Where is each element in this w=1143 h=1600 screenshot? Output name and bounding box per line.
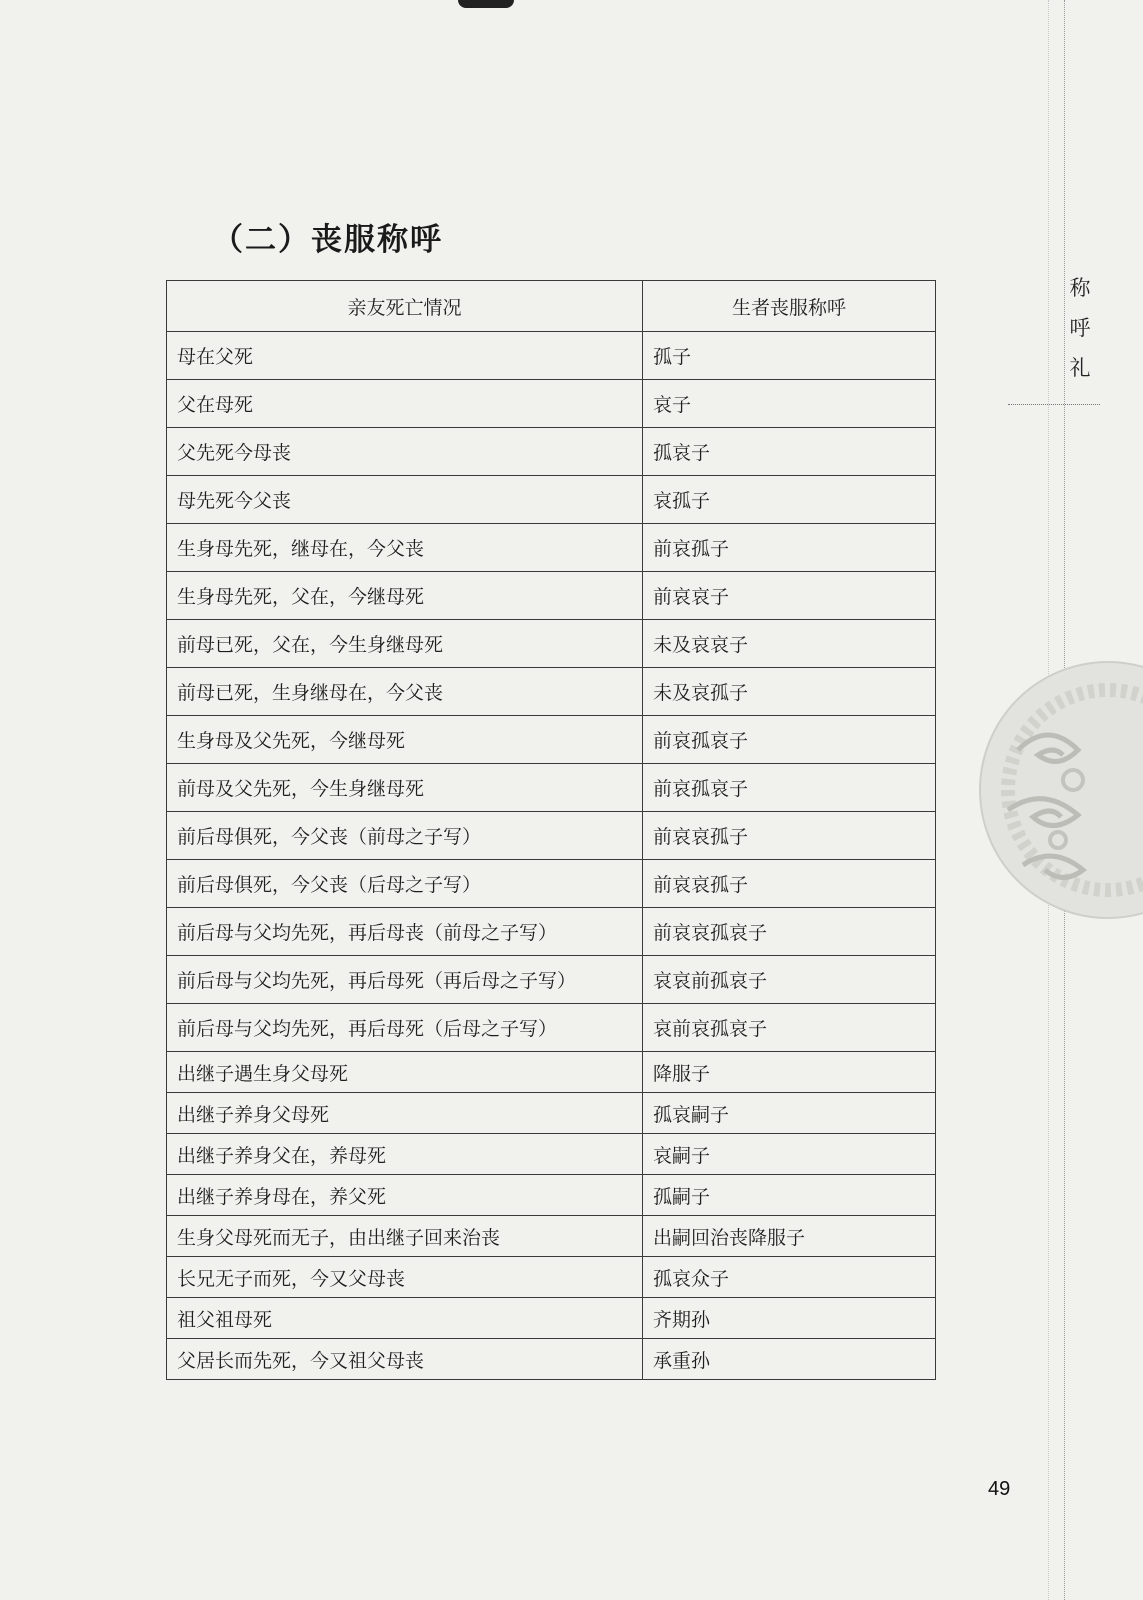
cell-mourning-title: 孤哀子 bbox=[643, 428, 936, 476]
cell-death-situation: 母先死今父丧 bbox=[167, 476, 643, 524]
table-row bbox=[167, 1004, 936, 1052]
mourning-title-table bbox=[166, 280, 936, 1380]
cell-mourning-title: 前哀哀孤哀子 bbox=[643, 908, 936, 956]
table-row bbox=[167, 620, 936, 668]
cell-death-situation: 前后母俱死，今父丧（前母之子写） bbox=[167, 812, 643, 860]
cell-mourning-title: 哀孤子 bbox=[643, 476, 936, 524]
cell-mourning-title: 前哀哀子 bbox=[643, 572, 936, 620]
table-row bbox=[167, 524, 936, 572]
table-row bbox=[167, 668, 936, 716]
table-row bbox=[167, 1298, 936, 1339]
table-row bbox=[167, 332, 936, 380]
table-row bbox=[167, 860, 936, 908]
cell-mourning-title: 承重孙 bbox=[643, 1339, 936, 1380]
cell-death-situation: 前母已死，生身继母在，今父丧 bbox=[167, 668, 643, 716]
cell-mourning-title: 哀哀前孤哀子 bbox=[643, 956, 936, 1004]
cell-death-situation: 父居长而先死，今又祖父母丧 bbox=[167, 1339, 643, 1380]
cell-death-situation: 前后母与父均先死，再后母死（后母之子写） bbox=[167, 1004, 643, 1052]
cell-death-situation: 出继子养身母在，养父死 bbox=[167, 1175, 643, 1216]
cell-death-situation: 父先死今母丧 bbox=[167, 428, 643, 476]
cell-death-situation: 生身父母死而无子，由出继子回来治丧 bbox=[167, 1216, 643, 1257]
cell-mourning-title: 孤哀嗣子 bbox=[643, 1093, 936, 1134]
cell-mourning-title: 哀嗣子 bbox=[643, 1134, 936, 1175]
table-row bbox=[167, 1339, 936, 1380]
side-tab-char-3: 礼 bbox=[1069, 356, 1091, 380]
cell-mourning-title: 未及哀孤子 bbox=[643, 668, 936, 716]
cell-mourning-title: 哀前哀孤哀子 bbox=[643, 1004, 936, 1052]
cell-mourning-title: 前哀哀孤子 bbox=[643, 860, 936, 908]
cell-death-situation: 生身母及父先死，今继母死 bbox=[167, 716, 643, 764]
table-row bbox=[167, 1175, 936, 1216]
cell-death-situation: 前母已死，父在，今生身继母死 bbox=[167, 620, 643, 668]
cell-mourning-title: 前哀孤哀子 bbox=[643, 716, 936, 764]
cell-death-situation: 生身母先死，父在，今继母死 bbox=[167, 572, 643, 620]
cell-mourning-title: 出嗣回治丧降服子 bbox=[643, 1216, 936, 1257]
side-tab-rule bbox=[1008, 404, 1100, 406]
side-tab-char-2: 呼 bbox=[1069, 316, 1091, 340]
cell-mourning-title: 前哀孤哀子 bbox=[643, 764, 936, 812]
cell-death-situation: 出继子养身父母死 bbox=[167, 1093, 643, 1134]
table-row bbox=[167, 812, 936, 860]
table-row bbox=[167, 572, 936, 620]
cell-mourning-title: 齐期孙 bbox=[643, 1298, 936, 1339]
cell-death-situation: 前后母俱死，今父丧（后母之子写） bbox=[167, 860, 643, 908]
cell-death-situation: 母在父死 bbox=[167, 332, 643, 380]
header-mourning-title: 生者丧服称呼 bbox=[643, 281, 936, 332]
cell-mourning-title: 孤嗣子 bbox=[643, 1175, 936, 1216]
table-row bbox=[167, 380, 936, 428]
table-row bbox=[167, 956, 936, 1004]
scan-clip-mark bbox=[458, 0, 514, 8]
table-row bbox=[167, 1093, 936, 1134]
cell-death-situation: 出继子养身父在，养母死 bbox=[167, 1134, 643, 1175]
cell-death-situation: 前母及父先死，今生身继母死 bbox=[167, 764, 643, 812]
cell-death-situation: 祖父祖母死 bbox=[167, 1298, 643, 1339]
table-row bbox=[167, 716, 936, 764]
side-tab bbox=[1062, 268, 1098, 388]
header-death-situation: 亲友死亡情况 bbox=[167, 281, 643, 332]
cell-mourning-title: 哀子 bbox=[643, 380, 936, 428]
table-row bbox=[167, 764, 936, 812]
table-row bbox=[167, 908, 936, 956]
table-row bbox=[167, 476, 936, 524]
cell-mourning-title: 前哀哀孤子 bbox=[643, 812, 936, 860]
cloud-ornament-icon bbox=[978, 660, 1143, 920]
table-header-row bbox=[167, 281, 936, 332]
side-tab-char-1: 称 bbox=[1069, 276, 1091, 300]
cell-mourning-title: 未及哀哀子 bbox=[643, 620, 936, 668]
table-row bbox=[167, 1134, 936, 1175]
cell-death-situation: 前后母与父均先死，再后母死（再后母之子写） bbox=[167, 956, 643, 1004]
cell-death-situation: 出继子遇生身父母死 bbox=[167, 1052, 643, 1093]
cell-death-situation: 生身母先死，继母在，今父丧 bbox=[167, 524, 643, 572]
table-row bbox=[167, 1052, 936, 1093]
cell-mourning-title: 孤子 bbox=[643, 332, 936, 380]
page-number: 49 bbox=[988, 1478, 1011, 1500]
table-row bbox=[167, 1216, 936, 1257]
cell-death-situation: 长兄无子而死，今又父母丧 bbox=[167, 1257, 643, 1298]
cell-death-situation: 前后母与父均先死，再后母丧（前母之子写） bbox=[167, 908, 643, 956]
cell-mourning-title: 孤哀众子 bbox=[643, 1257, 936, 1298]
table-row bbox=[167, 428, 936, 476]
section-title: （二）丧服称呼 bbox=[212, 222, 443, 258]
cell-mourning-title: 前哀孤子 bbox=[643, 524, 936, 572]
table-row bbox=[167, 1257, 936, 1298]
cell-mourning-title: 降服子 bbox=[643, 1052, 936, 1093]
cell-death-situation: 父在母死 bbox=[167, 380, 643, 428]
